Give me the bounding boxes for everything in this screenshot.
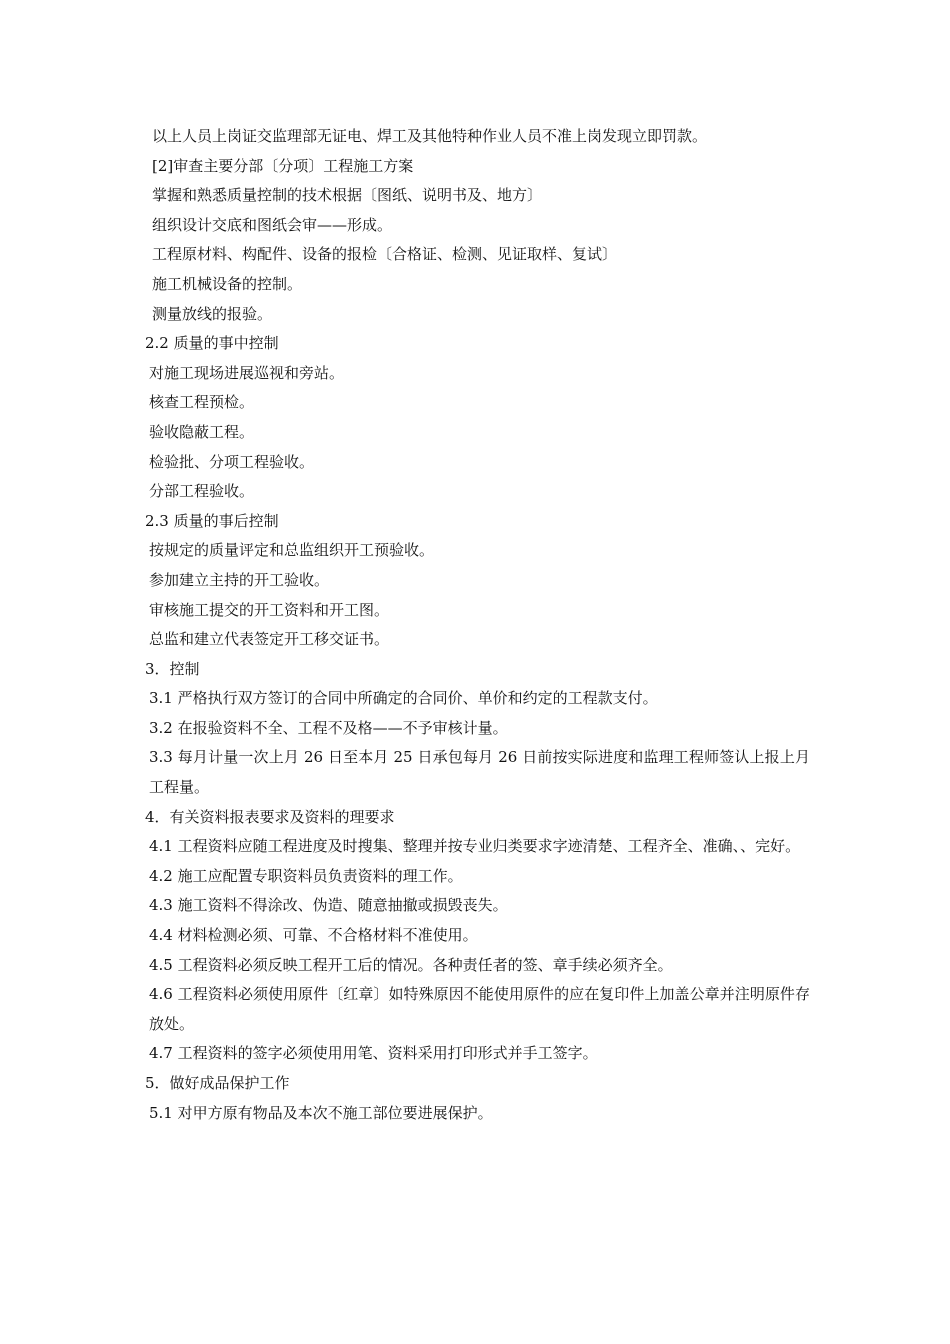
paragraph-line: 4.3 施工资料不得涂改、伪造、随意抽撤或损毁丧失。 (149, 896, 508, 915)
paragraph-line: 4.2 施工应配置专职资料员负责资料的理工作。 (149, 866, 463, 885)
paragraph-line: 4.1 工程资料应随工程进度及时搜集、整理并按专业归类要求字迹清楚、工程齐全、准确、、完好。 (149, 837, 801, 856)
paragraph-line: 4.7 工程资料的签字必须使用用笔、资料采用打印形式并手工签字。 (149, 1044, 598, 1063)
paragraph-line: 4．有关资料报表要求及资料的理要求 (145, 807, 395, 826)
paragraph-line: 3.3 每月计量一次上月 26 日至本月 25 日承包每月 26 日前按实际进度和监理工程师签认上报上月工程量。 (149, 748, 810, 797)
paragraph-line: 审核施工提交的开工资料和开工图。 (149, 600, 390, 619)
paragraph-line: 4.4 材料检测必须、可靠、不合格材料不准使用。 (149, 926, 478, 945)
paragraph-line: 4.6 工程资料必须使用原件〔红章〕如特殊原因不能使用原件的应在复印件上加盖公章并注明原件存放处。 (149, 985, 810, 1033)
paragraph-line: 测量放线的报验。 (152, 304, 273, 323)
paragraph-line: 3.2 在报验资料不全、工程不及格——不予审核计量。 (149, 718, 508, 737)
paragraph-line: 按规定的质量评定和总监组织开工预验收。 (149, 541, 435, 560)
paragraph-line: 3．控制 (145, 659, 200, 678)
paragraph-line: 检验批、分项工程验收。 (149, 452, 315, 471)
paragraph-line: [2]审查主要分部〔分项〕工程施工方案 (152, 156, 414, 175)
paragraph-line: 2.2 质量的事中控制 (145, 334, 279, 353)
paragraph-line: 施工机械设备的控制。 (152, 274, 303, 293)
paragraph-line: 4.5 工程资料必须反映工程开工后的情况。各种责任者的签、章手续必须齐全。 (149, 955, 673, 974)
paragraph-line: 验收隐蔽工程。 (149, 422, 255, 441)
paragraph-line: 3.1 严格执行双方签订的合同中所确定的合同价、单价和约定的工程款支付。 (149, 689, 658, 708)
document-body (145, 122, 810, 1128)
paragraph-line: 核查工程预检。 (149, 393, 255, 412)
paragraph-line: 2.3 质量的事后控制 (145, 511, 279, 530)
paragraph-line: 总监和建立代表签定开工移交证书。 (149, 630, 390, 649)
paragraph-line: 掌握和熟悉质量控制的技术根据〔图纸、说明书及、地方〕 (152, 186, 543, 205)
paragraph-line: 组织设计交底和图纸会审——形成。 (152, 215, 393, 234)
paragraph-line: 工程原材料、构配件、设备的报检〔合格证、检测、见证取样、复试〕 (152, 245, 618, 264)
paragraph-line: 对施工现场进展巡视和旁站。 (149, 363, 345, 382)
paragraph-line: 5.1 对甲方原有物品及本次不施工部位要进展保护。 (149, 1103, 493, 1122)
paragraph-line: 5．做好成品保护工作 (145, 1074, 290, 1092)
paragraph-line: 参加建立主持的开工验收。 (149, 570, 330, 589)
paragraph-line: 以上人员上岗证交监理部无证电、焊工及其他特种作业人员不准上岗发现立即罚款。 (152, 127, 708, 145)
paragraph-line: 分部工程验收。 (149, 482, 255, 501)
